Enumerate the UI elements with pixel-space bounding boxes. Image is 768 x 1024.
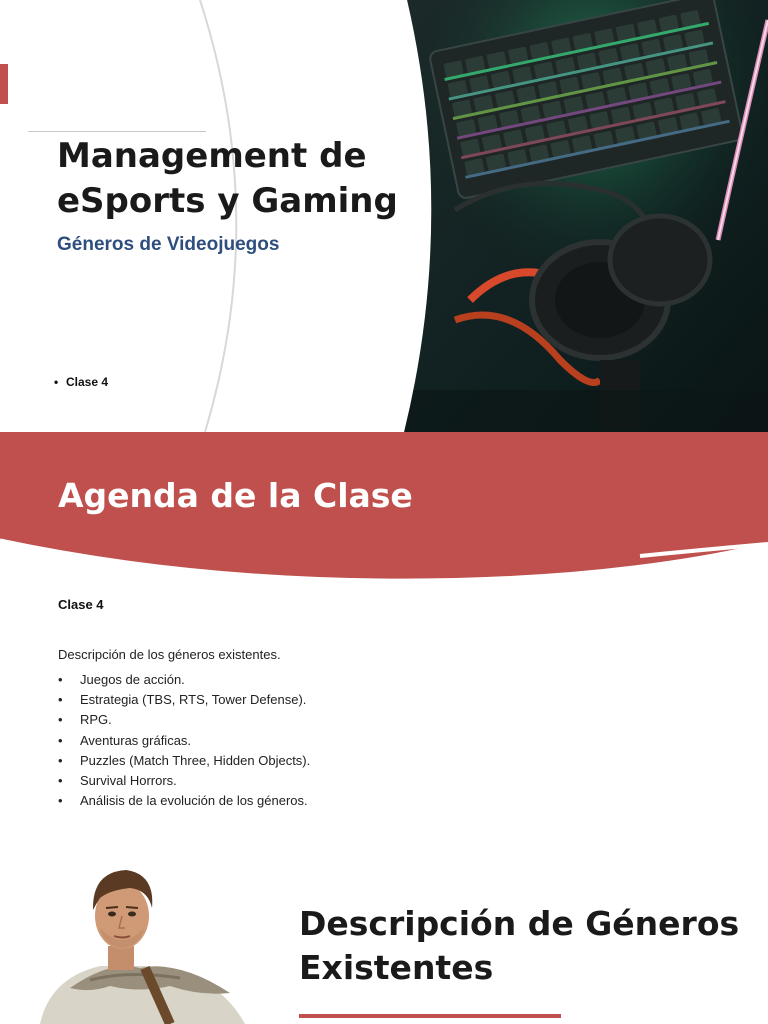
title-divider bbox=[28, 131, 206, 132]
genres-slide bbox=[0, 868, 768, 1024]
list-item bbox=[58, 670, 310, 690]
bullet-icon: • bbox=[58, 672, 63, 687]
agenda-heading: Agenda de la Clase bbox=[58, 476, 413, 515]
list-item bbox=[58, 690, 310, 710]
genres-heading-line1: Descripción de Géneros bbox=[299, 904, 740, 943]
list-item bbox=[58, 751, 310, 771]
list-item-text: Survival Horrors. bbox=[80, 773, 177, 789]
character-figure-photo bbox=[30, 868, 260, 1024]
bullet-icon: • bbox=[58, 712, 63, 728]
heading-underline bbox=[299, 1014, 561, 1018]
bullet-icon: • bbox=[58, 732, 63, 748]
bullet-icon: • bbox=[58, 793, 63, 809]
title-slide bbox=[0, 0, 768, 432]
bullet-icon: • bbox=[58, 752, 63, 768]
bullet-icon: • bbox=[54, 375, 59, 389]
agenda-list bbox=[58, 670, 310, 811]
list-item bbox=[58, 731, 310, 751]
genres-heading bbox=[299, 902, 759, 990]
list-item-text: Aventuras gráficas. bbox=[80, 732, 192, 748]
list-item bbox=[58, 771, 310, 791]
genres-heading-line2: Existentes bbox=[299, 948, 494, 987]
bullet-icon: • bbox=[58, 692, 63, 708]
class-bullet bbox=[54, 375, 108, 389]
class-label: Clase 4 bbox=[66, 375, 109, 389]
list-item-text: Puzzles (Match Three, Hidden Objects). bbox=[80, 752, 311, 768]
list-item bbox=[58, 791, 310, 811]
slide-title bbox=[57, 134, 397, 224]
slide-title-line1: Management de bbox=[57, 136, 367, 176]
slide-title-line2: eSports y Gaming bbox=[57, 181, 398, 221]
list-item-text: Estrategia (TBS, RTS, Tower Defense). bbox=[80, 692, 307, 708]
list-item-text: Juegos de acción. bbox=[80, 672, 185, 687]
list-item bbox=[58, 710, 310, 730]
list-item-text: RPG. bbox=[80, 712, 112, 728]
slide-subtitle: Géneros de Videojuegos bbox=[57, 234, 280, 255]
accent-tab bbox=[0, 64, 8, 104]
agenda-section-label: Clase 4 bbox=[58, 597, 104, 612]
list-item-text: Análisis de la evolución de los géneros. bbox=[80, 793, 308, 809]
agenda-description: Descripción de los géneros existentes. bbox=[58, 647, 281, 662]
agenda-slide bbox=[0, 432, 768, 868]
bullet-icon: • bbox=[58, 773, 63, 789]
